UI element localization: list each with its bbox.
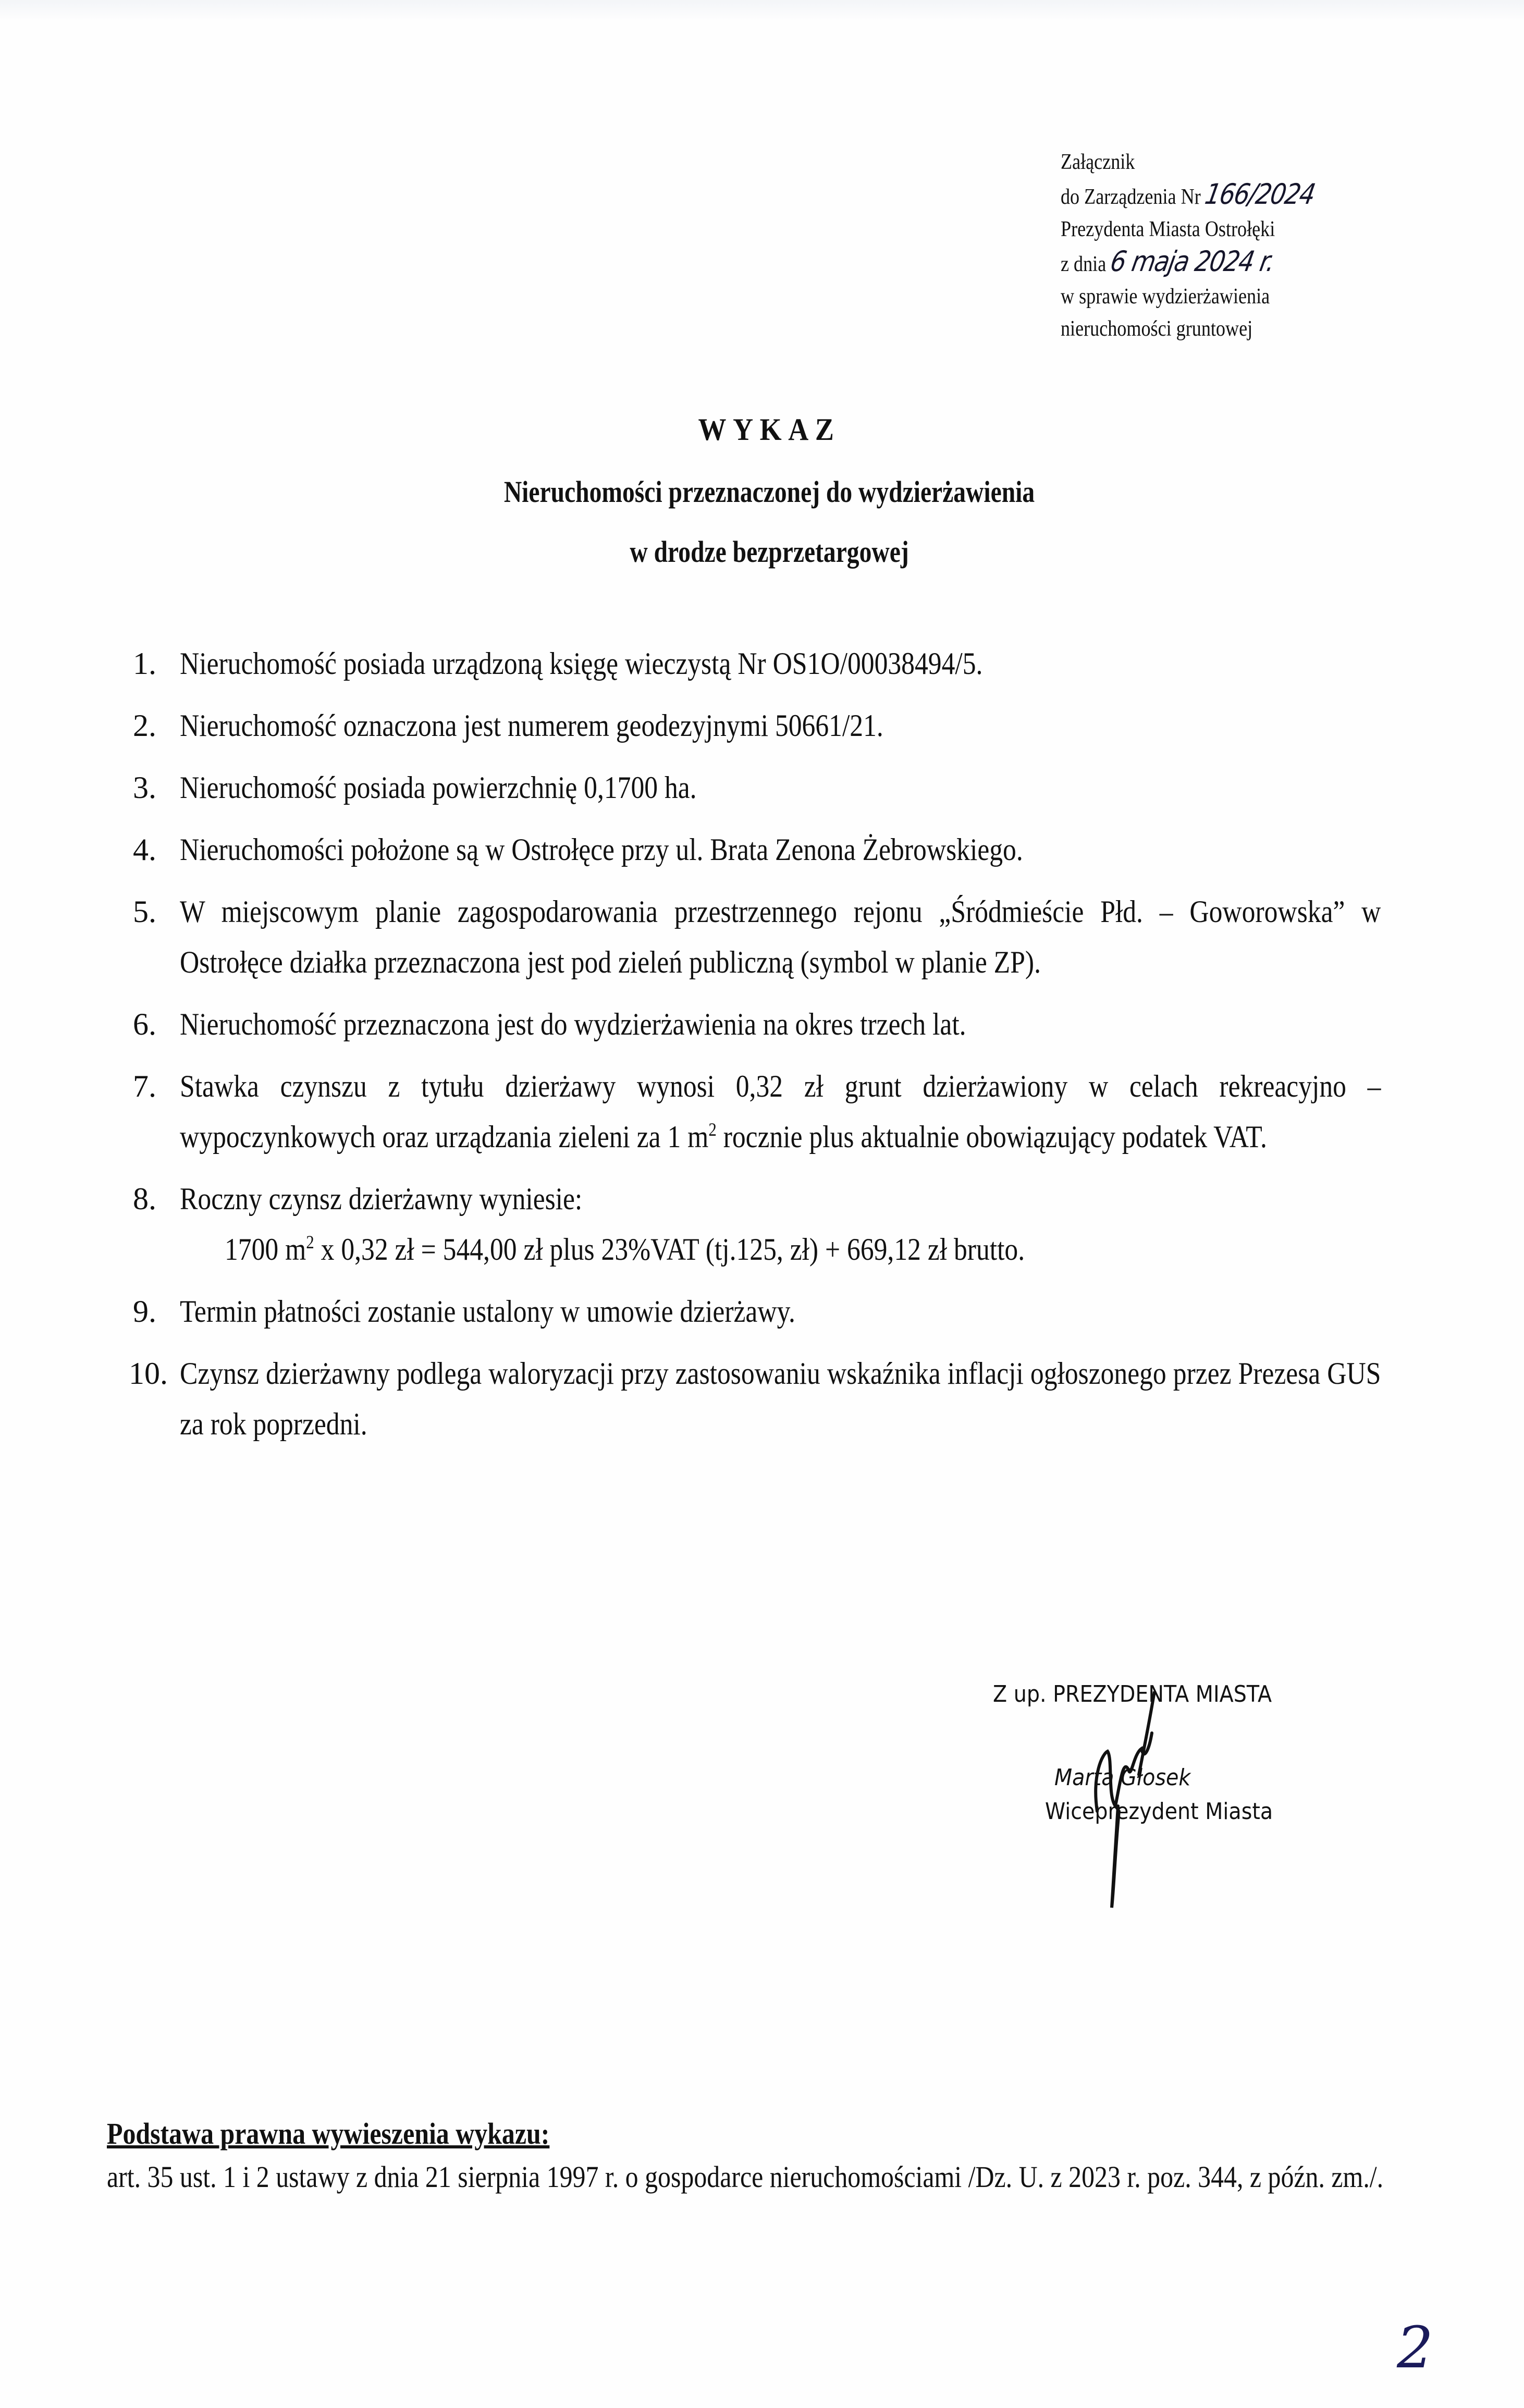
document-subtitle-line1: Nieruchomości przeznaczonej do wydzierżawienia [503,475,1035,509]
list-item [133,825,1384,875]
order-prefix: do Zarządzenia Nr [1061,185,1201,209]
list-item [133,763,1384,813]
issuer: Prezydenta Miasta Ostrołęki [1061,217,1275,241]
handwritten-date: 6 maja 2024 r. [1108,245,1277,278]
superscript: 2 [306,1232,314,1252]
item-text: Nieruchomości położone są w Ostrołęce przy ul. Brata Zenona Żebrowskiego. [180,832,1023,867]
date-prefix: z dnia [1061,252,1107,276]
item-text [180,1061,1381,1162]
list-item [133,701,1384,751]
legal-basis-text: art. 35 ust. 1 i 2 ustawy z dnia 21 sierpnia 1997 r. o gospodarce nieruchomościami /Dz. U. z 2023 r. poz. 344, z późn. zm./. [107,2160,1384,2194]
item-text: W miejscowym planie zagospodarowania przestrzennego rejonu „Śródmieście Płd. – Goworowska” w Ostrołęce działka przeznaczona jest pod zieleń publiczną (symbol w planie ZP). [180,894,1381,979]
superscript: 2 [708,1119,717,1140]
item-text: Nieruchomość posiada urządzoną księgę wieczystą Nr OS1O/00038494/5. [180,646,983,681]
rate-text: Stawka czynszu z tytułu dzierżawy wynosi 0,32 zł grunt dzierżawiony w celach rekreacyjno – wypoczynkowych oraz urządzania zieleni za 1 m [180,1069,1381,1154]
signature-authority: Z up. PREZYDENTA MIASTA [993,1681,1272,1707]
subject-line2: nieruchomości gruntowej [1061,317,1253,341]
item-number: 1. [133,646,156,681]
item-number: 5. [133,894,156,929]
property-details-list [129,638,1384,1461]
rate-text-end: rocznie plus aktualnie obowiązujący podatek VAT. [716,1120,1267,1154]
document-title: WYKAZ [698,412,841,447]
formula-result: x 0,32 zł = 544,00 zł plus 23%VAT (tj.125, zł) + 669,12 zł brutto. [314,1232,1025,1267]
attachment-label: Załącznik [1061,150,1135,174]
list-item [133,638,1384,689]
signatory-role: Wiceprezydent Miasta [1045,1798,1273,1825]
signatory-name: Marta Głosek [1054,1764,1191,1791]
item-number: 10. [129,1356,168,1391]
attachment-header [1061,146,1402,345]
item-number: 6. [133,1007,156,1041]
legal-basis-heading: Podstawa prawna wywieszenia wykazu: [107,2117,550,2151]
item-text: Roczny czynsz dzierżawny wyniesie: [180,1182,583,1216]
item-text: Termin płatności zostanie ustalony w umowie dzierżawy. [180,1294,795,1329]
item-number: 8. [133,1182,156,1216]
item-text: Nieruchomość przeznaczona jest do wydzierżawienia na okres trzech lat. [180,1007,966,1041]
scan-edge-artifact [0,0,1524,21]
handwritten-order-number: 166/2024 [1202,178,1318,211]
list-item [133,1061,1384,1162]
list-item [133,1286,1384,1337]
legal-basis [107,2116,1410,2199]
item-number: 4. [133,832,156,867]
formula-area: 1700 m [225,1232,306,1267]
subject-line1: w sprawie wydzierżawienia [1061,285,1270,309]
order-date [1061,245,1402,280]
list-item [133,999,1384,1050]
item-text: Czynsz dzierżawny podlega waloryzacji przy zastosowaniu wskaźnika inflacji ogłoszonego przez Prezesa GUS za rok poprzedni. [180,1356,1381,1441]
list-item [129,1348,1384,1449]
item-text: Nieruchomość oznaczona jest numerem geodezyjnymi 50661/21. [180,708,883,743]
list-item [133,887,1384,988]
item-number: 2. [133,708,156,743]
item-number: 7. [133,1069,156,1103]
item-number: 9. [133,1294,156,1329]
item-number: 3. [133,770,156,805]
document-subtitle-line2: w drodze bezprzetargowej [630,535,909,569]
item-text: Nieruchomość posiada powierzchnię 0,1700 ha. [180,770,697,805]
order-reference [1061,178,1402,213]
rent-calculation [180,1224,1215,1275]
handwritten-page-number: 2 [1397,2314,1433,2381]
list-item [133,1174,1384,1275]
